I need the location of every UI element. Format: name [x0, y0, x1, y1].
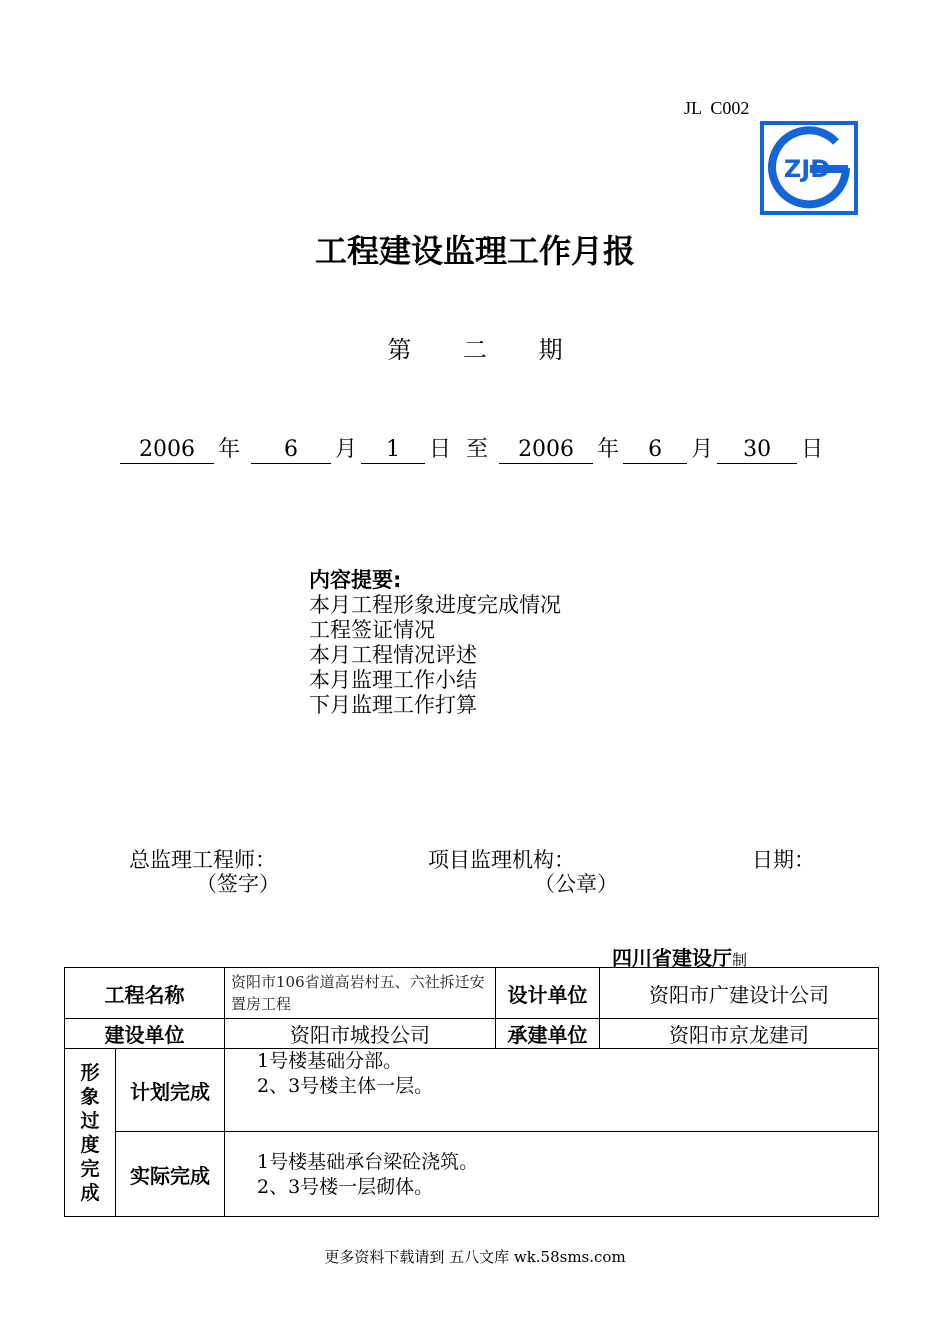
table-row	[65, 1132, 879, 1217]
client-label: 建设单位	[65, 1019, 225, 1049]
progress-label-char: 象	[80, 1085, 100, 1108]
progress-label-char: 形	[80, 1061, 100, 1084]
content-summary	[309, 568, 561, 718]
summary-heading: 内容提要:	[309, 568, 402, 592]
summary-item: 工程签证情况	[309, 618, 435, 642]
year-char-2: 年	[597, 437, 620, 462]
period-suffix: 期	[538, 336, 563, 364]
planned-items	[225, 1049, 879, 1132]
table-row	[65, 1049, 879, 1132]
actual-item: 2、3号楼一层砌体。	[257, 1176, 434, 1198]
progress-label-char: 完	[80, 1157, 100, 1180]
page-title: 工程建设监理工作月报	[314, 232, 635, 270]
progress-label-char: 过	[80, 1109, 100, 1132]
contractor-label: 承建单位	[496, 1019, 600, 1049]
table-row	[65, 1019, 879, 1049]
progress-label	[65, 1049, 116, 1217]
progress-label-char: 度	[80, 1133, 100, 1156]
day-char: 日	[429, 437, 452, 462]
footer-link[interactable]: 更多资料下载请到 五八文库 wk.58sms.com	[324, 1248, 626, 1266]
start-month: 6	[251, 437, 331, 464]
progress-label-char: 成	[80, 1181, 100, 1204]
supervision-org-label: 项目监理机构：	[428, 848, 575, 872]
actual-label: 实际完成	[116, 1132, 225, 1217]
period-number: 二	[463, 336, 487, 364]
issue-period	[0, 330, 950, 365]
planned-item: 2、3号楼主体一层。	[257, 1075, 434, 1097]
org-seal-note: （公章）	[534, 872, 618, 896]
planned-item: 1号楼基础分部。	[257, 1050, 403, 1072]
day-char-2: 日	[801, 437, 824, 462]
actual-items	[225, 1132, 879, 1217]
logo-text: ZJD	[783, 155, 831, 183]
date-range	[120, 432, 827, 464]
period-prefix: 第	[387, 336, 412, 364]
chief-engineer-label: 总监理工程师：	[129, 848, 276, 872]
chief-signature-note: （签字）	[196, 872, 280, 896]
year-char: 年	[218, 437, 241, 462]
document-code: JL C002	[684, 98, 750, 118]
issuer-suffix: 制	[732, 951, 748, 969]
actual-item: 1号楼基础承台梁砼浇筑。	[257, 1151, 479, 1173]
table-row	[65, 968, 879, 1019]
end-day: 30	[717, 437, 797, 464]
summary-item: 本月监理工作小结	[309, 668, 477, 692]
month-char: 月	[335, 437, 358, 462]
date-label: 日期：	[752, 848, 815, 872]
end-year: 2006	[499, 437, 593, 464]
summary-item: 下月监理工作打算	[309, 693, 477, 717]
zjd-logo	[760, 121, 858, 215]
start-year: 2006	[120, 437, 214, 464]
to-char: 至	[466, 437, 489, 462]
summary-item: 本月工程形象进度完成情况	[309, 593, 561, 617]
design-unit-value: 资阳市广建设计公司	[600, 968, 879, 1019]
project-name-value: 资阳市106省道高岩村五、六社拆迁安置房工程	[225, 968, 496, 1019]
end-month: 6	[623, 437, 687, 464]
contractor-value: 资阳市京龙建司	[600, 1019, 879, 1049]
start-day: 1	[361, 437, 425, 464]
month-char-2: 月	[691, 437, 714, 462]
project-info-table	[64, 967, 879, 1217]
summary-item: 本月工程情况评述	[309, 643, 477, 667]
project-name-label: 工程名称	[65, 968, 225, 1019]
planned-label: 计划完成	[116, 1049, 225, 1132]
issuer-name: 四川省建设厅	[612, 946, 732, 970]
client-value: 资阳市城投公司	[225, 1019, 496, 1049]
design-unit-label: 设计单位	[496, 968, 600, 1019]
